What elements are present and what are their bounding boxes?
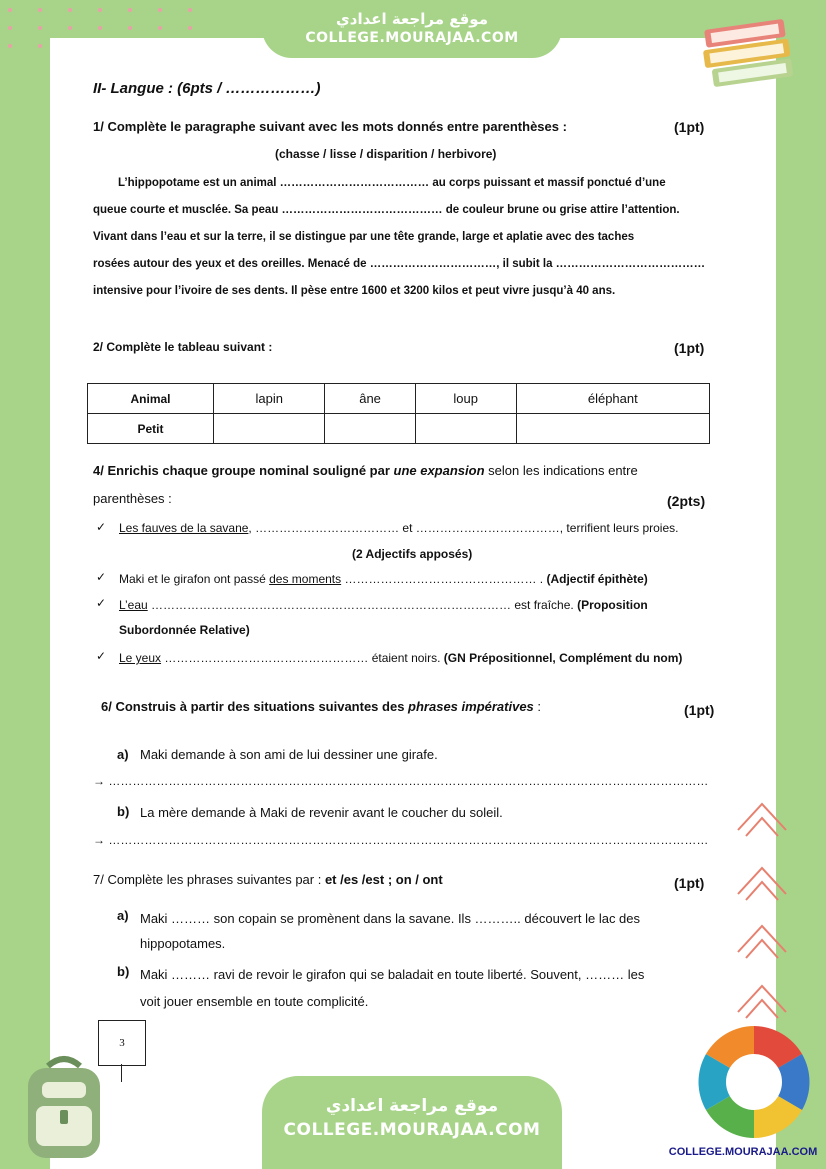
table-row — [88, 414, 710, 444]
q1-points: (1pt) — [674, 119, 705, 135]
banner-url[interactable]: COLLEGE.MOURAJAA.COM — [283, 1120, 541, 1140]
q1-word-list: (chasse / lisse / disparition / herbivore) — [275, 147, 497, 161]
divider — [121, 1064, 122, 1082]
bottom-banner[interactable] — [262, 1076, 562, 1169]
answer-cell[interactable] — [325, 414, 415, 444]
q1-title: 1/ Complète le paragraphe suivant avec les mots donnés entre parenthèses : — [93, 119, 567, 134]
q6-b-text: La mère demande à Maki de revenir avant le coucher du soleil. — [140, 805, 503, 820]
q1-line-1: L’hippopotame est un animal ………………………………… au corps puissant et massif ponctué d’une — [118, 177, 666, 189]
q7-title: 7/ Complète les phrases suivantes par : et /es /est ; on / ont — [93, 872, 443, 887]
q6-a-label: a) — [117, 747, 129, 762]
table-header-cell: Animal — [88, 384, 214, 414]
banner-arabic-title: موقع مراجعة اعدادي — [336, 10, 488, 28]
q7-a-line-2: hippopotames. — [140, 936, 226, 951]
q1-paragraph — [93, 170, 723, 305]
answer-cell[interactable] — [415, 414, 516, 444]
q7-b-line-2: voit jouer ensemble en toute complicité. — [140, 994, 369, 1009]
q1-line-3: Vivant dans l’eau et sur la terre, il se distingue par une tête grande, large et aplatie avec des taches — [93, 231, 635, 243]
q7-b-label: b) — [117, 964, 130, 979]
check-icon: ✓ — [96, 649, 107, 663]
q7-a-line-1: Maki ……… son copain se promènent dans la savane. Ils ……….. découvert le lac des — [140, 911, 641, 926]
q4-title: 4/ Enrichis chaque groupe nominal souligné par une expansion selon les indications entre — [93, 463, 638, 478]
q4-item-1-note: (2 Adjectifs apposés) — [352, 547, 473, 561]
q2-points: (1pt) — [674, 340, 705, 356]
banner-url[interactable]: COLLEGE.MOURAJAA.COM — [305, 30, 519, 46]
q7-a-label: a) — [117, 908, 129, 923]
chevron-up-icon — [734, 912, 790, 972]
q4-item-1: Les fauves de la savane, ……………………………… et ………………………………, terrifient leurs proies. — [119, 521, 679, 535]
q7-points: (1pt) — [674, 875, 705, 891]
q2-title: 2/ Complète le tableau suivant : — [93, 340, 273, 354]
q4-item-3: L’eau ……………………………………………………………………………… est fraîche. (Proposition — [119, 598, 648, 612]
q1-line-4: rosées autour des yeux et des oreilles. Menacé de ……………………………, il subit la ………………………………… — [93, 258, 706, 270]
table-header-cell: éléphant — [516, 384, 709, 414]
q4-points: (2pts) — [667, 493, 706, 509]
backpack-icon — [14, 1052, 114, 1164]
chevron-up-icon — [734, 790, 790, 850]
check-icon: ✓ — [96, 596, 107, 610]
table-header-cell: lapin — [214, 384, 325, 414]
q6-a-text: Maki demande à son ami de lui dessiner une girafe. — [140, 747, 438, 762]
page-number: 3 — [98, 1020, 146, 1066]
banner-arabic-title: موقع مراجعة اعدادي — [325, 1096, 499, 1116]
q6-b-answer-line[interactable]: → …………………………………………………………………………………………………………………………………… — [93, 833, 709, 847]
q4-item-3-note-2: Subordonnée Relative) — [119, 623, 250, 637]
table-header-cell: loup — [415, 384, 516, 414]
section-title: II- Langue : (6pts / ………………) — [93, 80, 321, 97]
answer-cell[interactable] — [516, 414, 709, 444]
q6-title: 6/ Construis à partir des situations suivantes des phrases impératives : — [101, 699, 542, 714]
top-banner[interactable] — [262, 0, 562, 58]
books-icon — [694, 12, 804, 98]
check-icon: ✓ — [96, 520, 107, 534]
q4-item-2: Maki et le girafon ont passé des moments ………………………………………… . (Adjectif épithète) — [119, 572, 648, 586]
animal-table — [87, 383, 710, 444]
q4-title-line-2: parenthèses : — [93, 491, 172, 506]
answer-cell[interactable] — [214, 414, 325, 444]
brand-url[interactable]: COLLEGE.MOURAJAA.COM — [668, 1146, 818, 1158]
q6-b-label: b) — [117, 804, 130, 819]
q6-points: (1pt) — [684, 702, 715, 718]
q4-item-4: Le yeux …………………………………………… étaient noirs. (GN Prépositionnel, Complément du nom) — [119, 651, 683, 665]
q1-line-2: queue courte et musclée. Sa peau …………………………………… de couleur brune ou grise attire l’attention. — [93, 204, 680, 216]
q7-b-line-1: Maki ……… ravi de revoir le girafon qui se baladait en toute liberté. Souvent, ……… les — [140, 967, 645, 982]
check-icon: ✓ — [96, 570, 107, 584]
table-row-label: Petit — [88, 414, 214, 444]
school-subjects-icon — [694, 1022, 814, 1142]
table-row — [88, 384, 710, 414]
q6-a-answer-line[interactable]: → …………………………………………………………………………………………………………………………………… — [93, 774, 709, 788]
chevron-up-icon — [734, 854, 790, 914]
q1-line-5: intensive pour l’ivoire de ses dents. Il pèse entre 1600 et 3200 kilos et peut vivre jusqu’à 40 ans. — [93, 285, 616, 297]
table-header-cell: âne — [325, 384, 415, 414]
